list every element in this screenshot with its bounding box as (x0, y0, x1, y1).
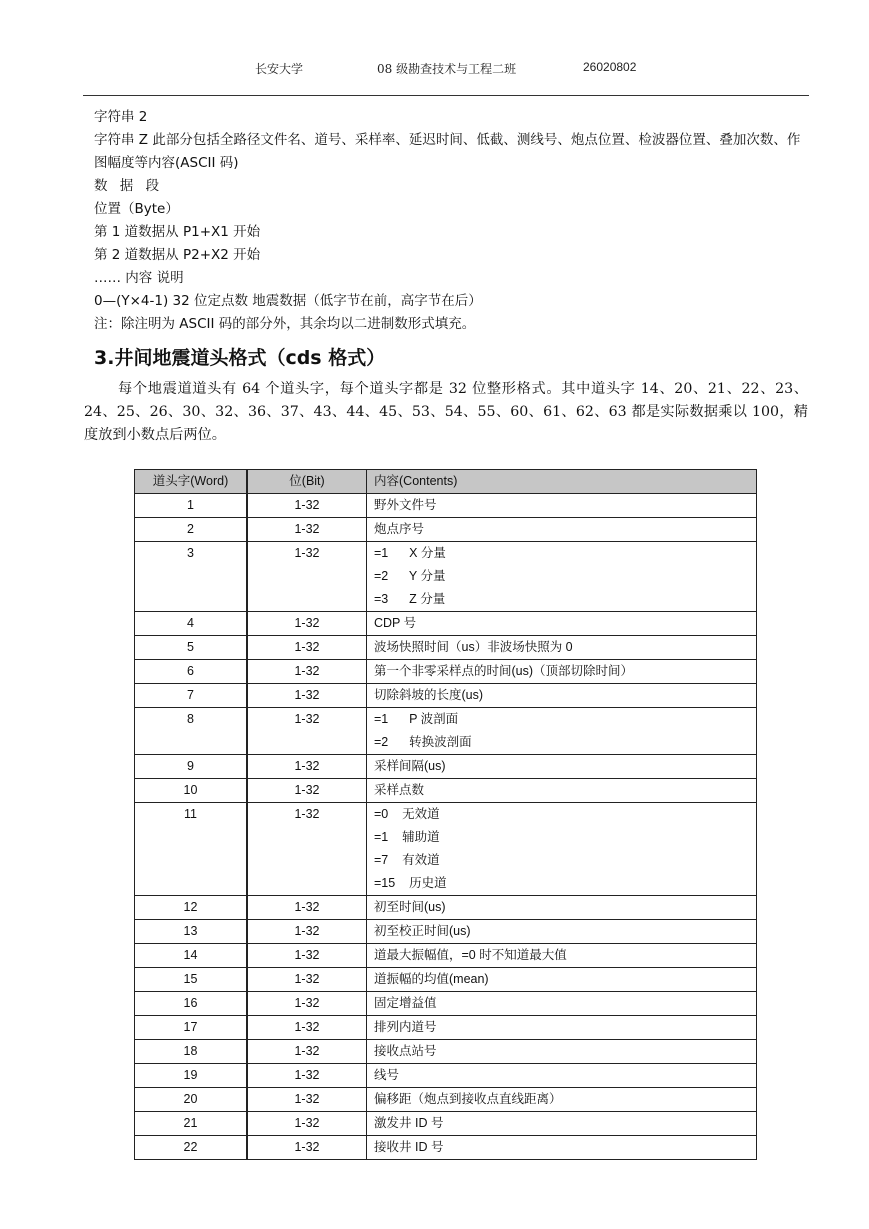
cell-word: 3 (135, 542, 248, 612)
contents-line: 道振幅的均值(mean) (374, 972, 489, 986)
cell-contents (367, 542, 757, 612)
cell-word: 2 (135, 518, 248, 542)
contents-line: CDP 号 (374, 616, 417, 630)
contents-line: 道最大振幅值，=0 时不知道最大值 (374, 948, 567, 962)
cell-contents (367, 518, 757, 542)
column-header-contents: 内容(Contents) (367, 470, 757, 494)
cell-contents (367, 708, 757, 755)
cell-contents (367, 944, 757, 968)
cell-bit: 1-32 (247, 944, 367, 968)
cell-word: 14 (135, 944, 248, 968)
text-line: 字符串 Z 此部分包括全路径文件名、道号、采样率、延迟时间、低截、测线号、炮点位置、检波器位置、叠加次数、作图幅度等内容(ASCII 码) (94, 132, 801, 171)
contents-line: 第一个非零采样点的时间(us)（顶部切除时间） (374, 664, 634, 678)
cell-word: 16 (135, 992, 248, 1016)
table-row (135, 1136, 757, 1160)
cell-contents (367, 1136, 757, 1160)
cell-contents (367, 896, 757, 920)
table-row (135, 896, 757, 920)
cell-bit: 1-32 (247, 660, 367, 684)
contents-line: =1 辅助道 (374, 830, 440, 844)
contents-line: =3 Z 分量 (374, 592, 446, 606)
cell-word: 22 (135, 1136, 248, 1160)
contents-line: 激发井 ID 号 (374, 1116, 444, 1130)
cell-contents (367, 779, 757, 803)
contents-line: =1 X 分量 (374, 546, 446, 560)
cell-bit: 1-32 (247, 636, 367, 660)
cell-bit: 1-32 (247, 896, 367, 920)
cell-contents (367, 803, 757, 896)
text-line: 注：除注明为 ASCII 码的部分外，其余均以二进制数形式填充。 (94, 316, 476, 332)
cell-contents (367, 494, 757, 518)
cell-bit: 1-32 (247, 1040, 367, 1064)
cell-word: 10 (135, 779, 248, 803)
cell-bit: 1-32 (247, 708, 367, 755)
cell-word: 9 (135, 755, 248, 779)
contents-line: 波场快照时间（us）非波场快照为 0 (374, 640, 573, 654)
contents-line: 初至校正时间(us) (374, 924, 471, 938)
column-header-bit: 位(Bit) (247, 470, 367, 494)
contents-line: 接收井 ID 号 (374, 1140, 444, 1154)
contents-line: =2 Y 分量 (374, 569, 446, 583)
contents-line: =7 有效道 (374, 853, 440, 867)
cell-contents (367, 612, 757, 636)
table-row (135, 920, 757, 944)
cell-word: 21 (135, 1112, 248, 1136)
text-line: 第 1 道数据从 P1+X1 开始 (94, 224, 261, 240)
header-student-id: 26020802 (583, 60, 637, 74)
table-row (135, 494, 757, 518)
cell-bit: 1-32 (247, 803, 367, 896)
cell-word: 17 (135, 1016, 248, 1040)
table-row (135, 542, 757, 612)
cell-bit: 1-32 (247, 779, 367, 803)
cell-contents (367, 636, 757, 660)
table-row (135, 755, 757, 779)
contents-line: 排列内道号 (374, 1020, 437, 1034)
cell-word: 8 (135, 708, 248, 755)
contents-line: 采样间隔(us) (374, 759, 446, 773)
table-row (135, 944, 757, 968)
contents-line: 初至时间(us) (374, 900, 446, 914)
cell-word: 12 (135, 896, 248, 920)
contents-line: 野外文件号 (374, 498, 437, 512)
cell-contents (367, 1088, 757, 1112)
page-header (0, 60, 869, 82)
contents-line: =2 转换波剖面 (374, 735, 472, 749)
cell-word: 15 (135, 968, 248, 992)
cell-bit: 1-32 (247, 494, 367, 518)
cell-bit: 1-32 (247, 684, 367, 708)
contents-line: 线号 (374, 1068, 400, 1082)
table-row (135, 612, 757, 636)
cell-word: 13 (135, 920, 248, 944)
table-row (135, 992, 757, 1016)
header-class: 08 级勘查技术与工程二班 (377, 62, 517, 76)
contents-line: 偏移距（炮点到接收点直线距离） (374, 1092, 562, 1106)
contents-line: 接收点站号 (374, 1044, 437, 1058)
table-body (135, 494, 757, 1160)
cell-word: 18 (135, 1040, 248, 1064)
cell-bit: 1-32 (247, 542, 367, 612)
trace-header-table (134, 469, 757, 1160)
cell-word: 19 (135, 1064, 248, 1088)
cell-bit: 1-32 (247, 992, 367, 1016)
cell-contents (367, 1016, 757, 1040)
table-header-row (135, 470, 757, 494)
table-row (135, 968, 757, 992)
table-row (135, 708, 757, 755)
text-line: 数 据 段 (94, 178, 164, 194)
cell-bit: 1-32 (247, 1064, 367, 1088)
contents-line: =1 P 波剖面 (374, 712, 459, 726)
cell-word: 11 (135, 803, 248, 896)
table-row (135, 660, 757, 684)
cell-contents (367, 920, 757, 944)
table-row (135, 1088, 757, 1112)
table-row (135, 803, 757, 896)
cell-bit: 1-32 (247, 612, 367, 636)
table-row (135, 1112, 757, 1136)
table-row (135, 1040, 757, 1064)
contents-line: 炮点序号 (374, 522, 425, 536)
cell-contents (367, 1112, 757, 1136)
cell-word: 4 (135, 612, 248, 636)
text-line: 第 2 道数据从 P2+X2 开始 (94, 247, 261, 263)
table-row (135, 1064, 757, 1088)
cell-contents (367, 1040, 757, 1064)
cell-word: 20 (135, 1088, 248, 1112)
cell-word: 6 (135, 660, 248, 684)
cell-word: 7 (135, 684, 248, 708)
section-heading: 3.井间地震道头格式（cds 格式） (94, 347, 386, 369)
contents-line: =0 无效道 (374, 807, 440, 821)
column-header-word: 道头字(Word) (135, 470, 248, 494)
cell-bit: 1-32 (247, 518, 367, 542)
cell-word: 5 (135, 636, 248, 660)
text-line: …… 内容 说明 (94, 270, 184, 286)
text-line: 位置（Byte） (94, 201, 179, 217)
cell-bit: 1-32 (247, 1016, 367, 1040)
table-row (135, 684, 757, 708)
cell-contents (367, 968, 757, 992)
cell-bit: 1-32 (247, 1112, 367, 1136)
contents-line: 固定增益值 (374, 996, 437, 1010)
cell-word: 1 (135, 494, 248, 518)
contents-line: =15 历史道 (374, 876, 447, 890)
cell-bit: 1-32 (247, 755, 367, 779)
cell-bit: 1-32 (247, 1136, 367, 1160)
format-description (94, 106, 814, 336)
table-row (135, 518, 757, 542)
text-line: 字符串 2 (94, 109, 148, 125)
cell-contents (367, 755, 757, 779)
text-line: 0—(Y×4-1) 32 位定点数 地震数据（低字节在前，高字节在后） (94, 293, 482, 309)
cell-bit: 1-32 (247, 1088, 367, 1112)
header-divider (83, 95, 809, 96)
table-row (135, 779, 757, 803)
cell-contents (367, 992, 757, 1016)
cell-contents (367, 660, 757, 684)
table-row (135, 1016, 757, 1040)
cell-contents (367, 684, 757, 708)
header-university: 长安大学 (255, 62, 304, 76)
contents-line: 切除斜坡的长度(us) (374, 688, 484, 702)
cell-bit: 1-32 (247, 920, 367, 944)
table-row (135, 636, 757, 660)
cell-bit: 1-32 (247, 968, 367, 992)
cell-contents (367, 1064, 757, 1088)
section-paragraph: 每个地震道道头有 64 个道头字，每个道头字都是 32 位整形格式。其中道头字 14、20、21、22、23、24、25、26、30、32、36、37、43、44、45、53、54、55、60、61、62、63 都是实际数据乘以 100，精度放到小数点后两位。 (84, 381, 808, 443)
contents-line: 采样点数 (374, 783, 425, 797)
